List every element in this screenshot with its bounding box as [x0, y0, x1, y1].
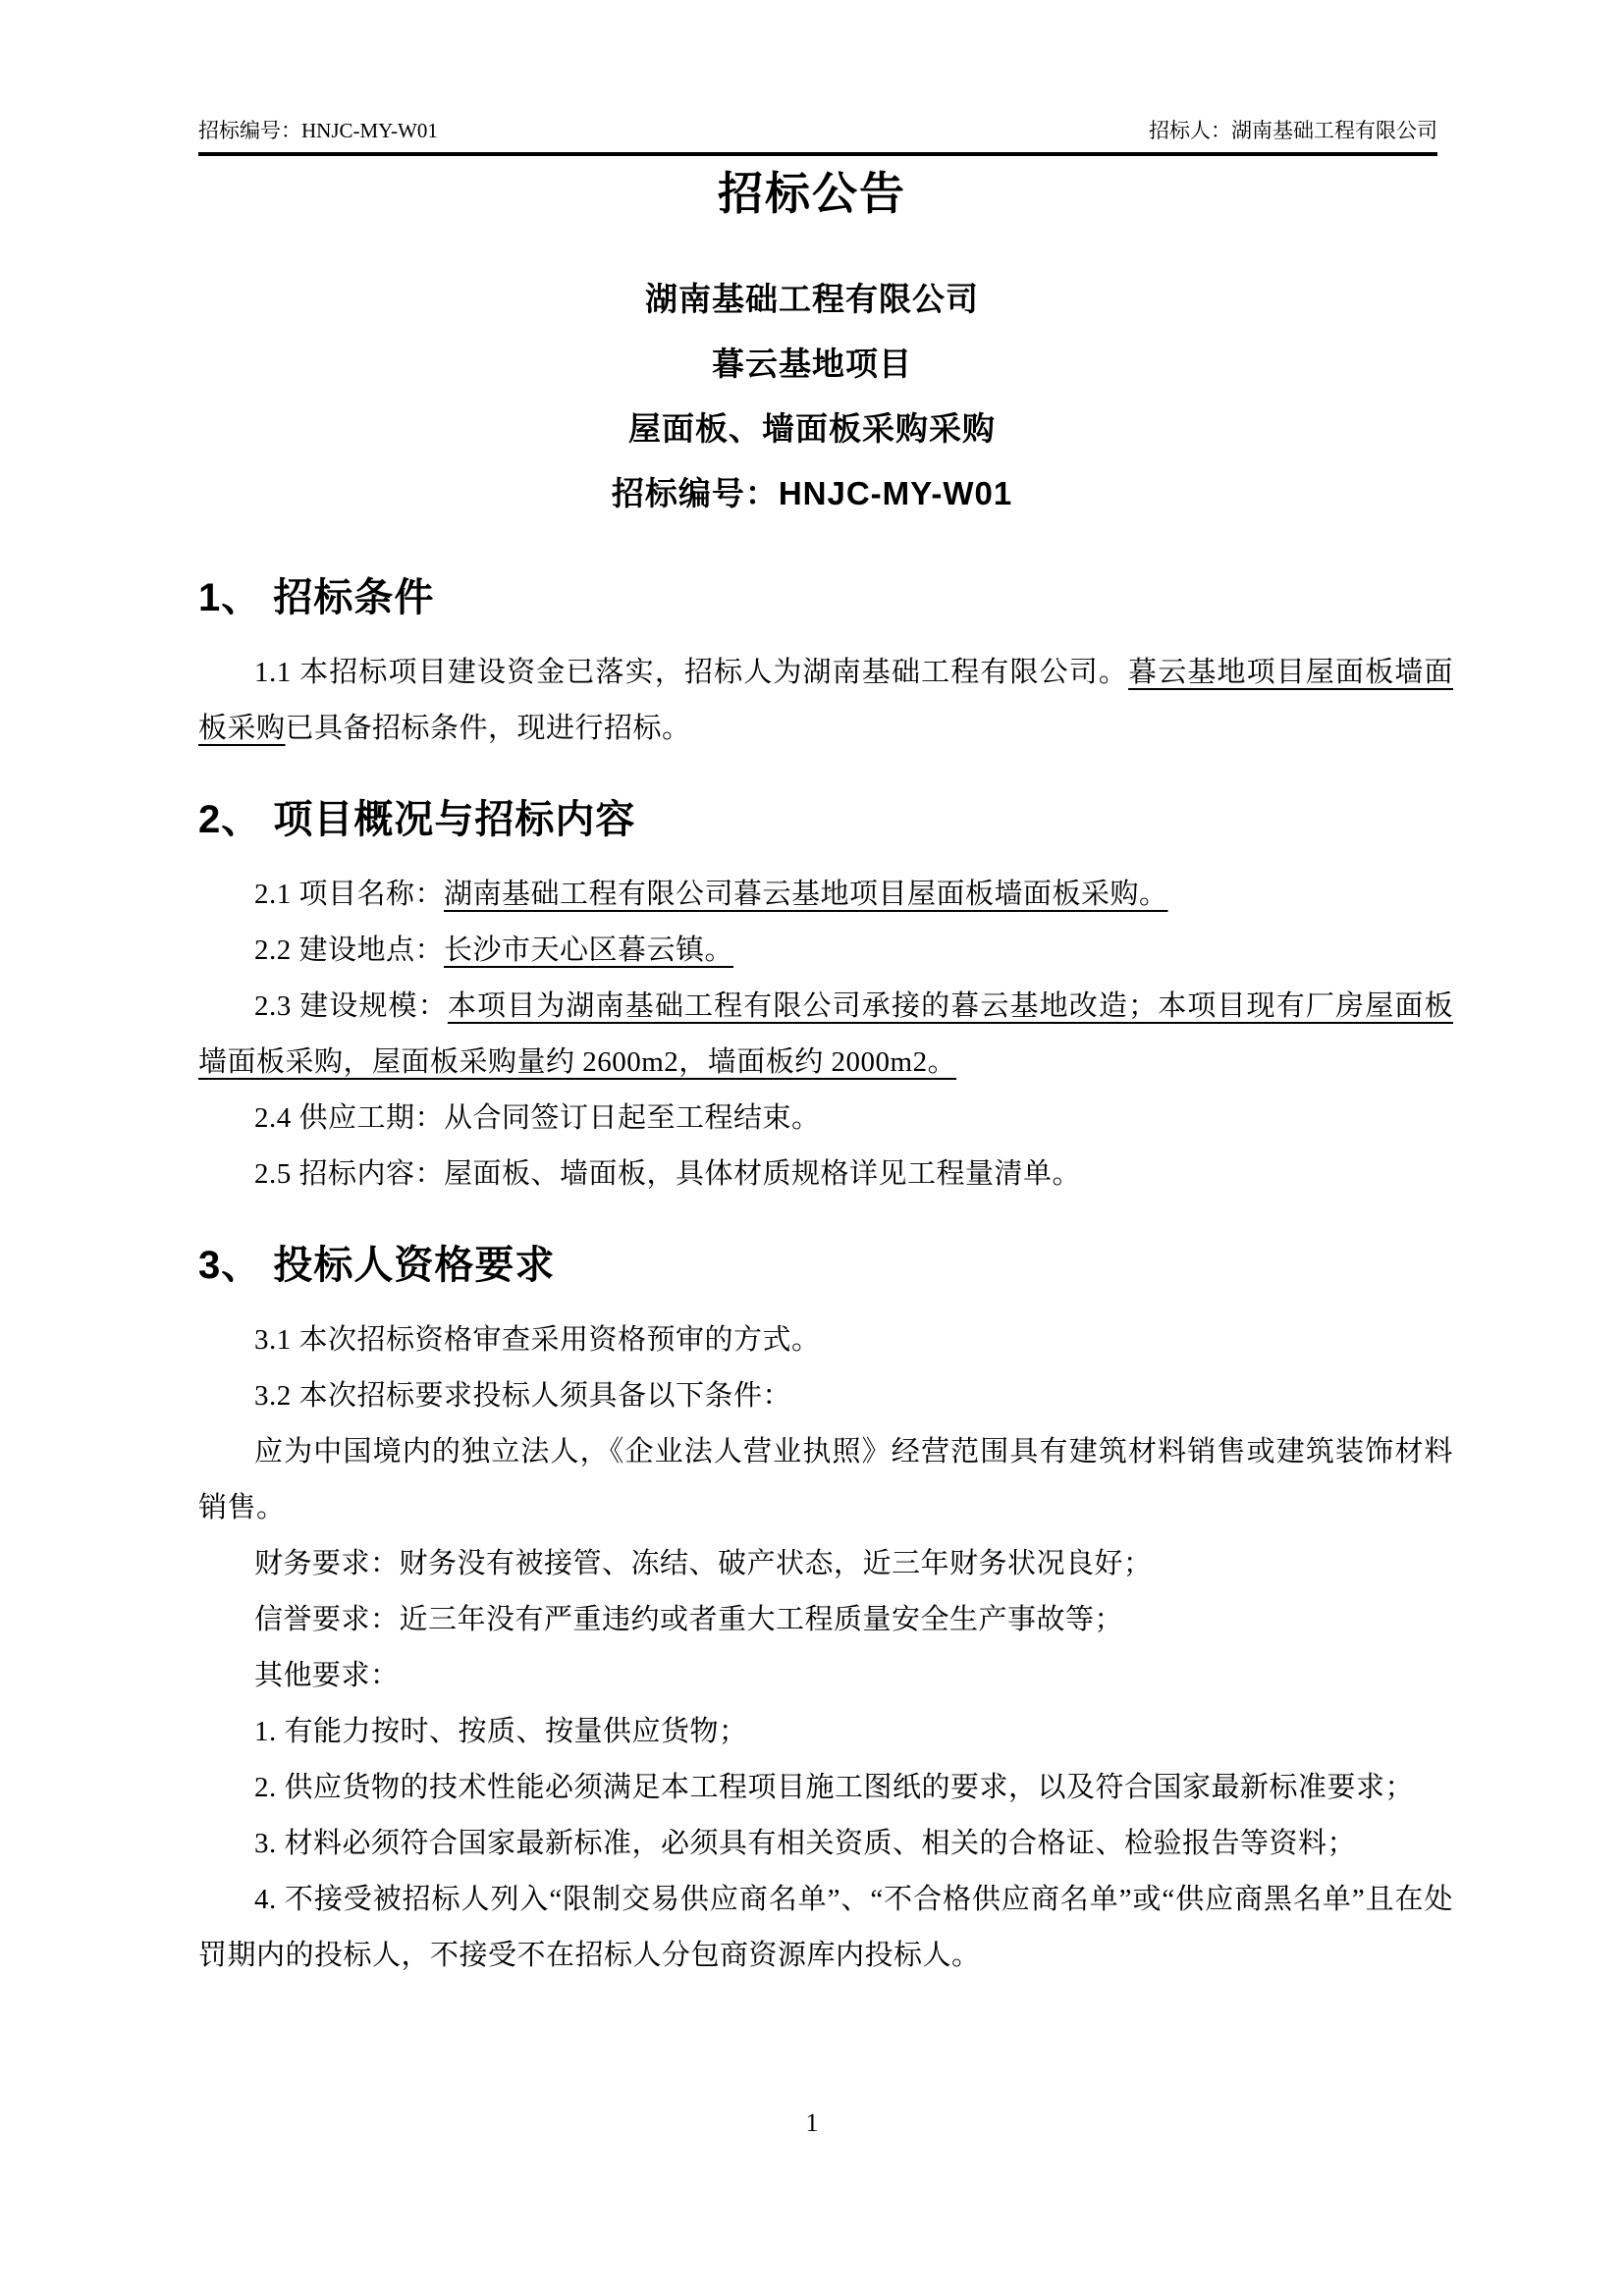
underlined-text-run: 长沙市天心区暮云镇。 [444, 934, 734, 966]
page-header [198, 118, 1437, 156]
paragraph [198, 1648, 1453, 1704]
sections [198, 574, 1453, 1984]
text-run: 1. 有能力按时、按质、按量供应货物； [254, 1716, 748, 1747]
text-run: 应为中国境内的独立法人，《企业法人营业执照》经营范围具有建筑材料销售或建筑装饰材料销售。 [198, 1436, 1453, 1523]
paragraph [198, 1091, 1453, 1147]
subtitle-block [0, 267, 1624, 526]
subtitle-tender-number: 招标编号：HNJC-MY-W01 [611, 475, 1013, 511]
text-run: 3.1 本次招标资格审查采用资格预审的方式。 [254, 1324, 821, 1356]
text-run: 已具备招标条件，现进行招标。 [285, 713, 691, 744]
text-run: 2. 供应货物的技术性能必须满足本工程项目施工图纸的要求，以及符合国家最新标准要求； [254, 1772, 1415, 1803]
text-run: 1.1 本招标项目建设资金已落实，招标人为湖南基础工程有限公司。 [254, 657, 1129, 688]
document-title: 招标公告 [718, 168, 906, 219]
paragraph [198, 1760, 1453, 1816]
header-tender-number: 招标编号：HNJC-MY-W01 [198, 119, 438, 142]
section-heading: 3、 投标人资格要求 [198, 1244, 556, 1287]
text-run: 2.2 建设地点： [254, 934, 445, 966]
text-run: 2.4 供应工期：从合同签订日起至工程结束。 [254, 1102, 821, 1134]
paragraph [198, 979, 1453, 1091]
text-run: 2.1 项目名称： [254, 879, 445, 910]
subtitle-company: 湖南基础工程有限公司 [645, 281, 979, 317]
underlined-text-run: 暮云基地项目屋面板墙面板采购 [198, 657, 1453, 744]
footer [0, 2109, 1624, 2138]
section-heading: 1、 招标条件 [198, 576, 435, 619]
paragraph [198, 923, 1453, 979]
text-run: 信誉要求：近三年没有严重违约或者重大工程质量安全生产事故等； [254, 1604, 1124, 1635]
text-run: 2.3 建设规模： [254, 990, 448, 1022]
paragraph [198, 1704, 1453, 1760]
subtitle-procurement: 屋面板、墙面板采购采购 [628, 410, 996, 447]
paragraph [198, 1536, 1453, 1592]
paragraph [198, 1312, 1453, 1368]
text-run: 2.5 招标内容：屋面板、墙面板，具体材质规格详见工程量清单。 [254, 1158, 1082, 1190]
page-number: 1 [805, 2109, 819, 2137]
paragraph [198, 1147, 1453, 1202]
header-tenderer-name: 招标人：湖南基础工程有限公司 [1149, 119, 1437, 142]
paragraph [198, 1592, 1453, 1648]
paragraph [198, 1816, 1453, 1872]
subtitle-project: 暮云基地项目 [712, 346, 912, 382]
paragraph [198, 867, 1453, 923]
paragraph [198, 1872, 1453, 1984]
paragraph [198, 645, 1453, 757]
text-run: 3.2 本次招标要求投标人须具备以下条件： [254, 1380, 792, 1412]
paragraph [198, 1424, 1453, 1536]
underlined-text-run: 本项目为湖南基础工程有限公司承接的暮云基地改造；本项目现有厂房屋面板墙面板采购，屋面板采购量约 2600m2，墙面板约 2000m2。 [198, 990, 1453, 1078]
text-run: 财务要求：财务没有被接管、冻结、破产状态，近三年财务状况良好； [254, 1548, 1153, 1579]
section-heading: 2、 项目概况与招标内容 [198, 798, 636, 841]
paragraph [198, 1368, 1453, 1424]
text-run: 3. 材料必须符合国家最新标准，必须具有相关资质、相关的合格证、检验报告等资料； [254, 1828, 1357, 1859]
text-run: 其他要求： [254, 1660, 400, 1691]
underlined-text-run: 湖南基础工程有限公司暮云基地项目屋面板墙面板采购。 [444, 879, 1168, 910]
text-run: 4. 不接受被招标人列入“限制交易供应商名单”、“不合格供应商名单”或“供应商黑名单”且在处罚期内的投标人，不接受不在招标人分包商资源库内投标人。 [198, 1884, 1453, 1971]
